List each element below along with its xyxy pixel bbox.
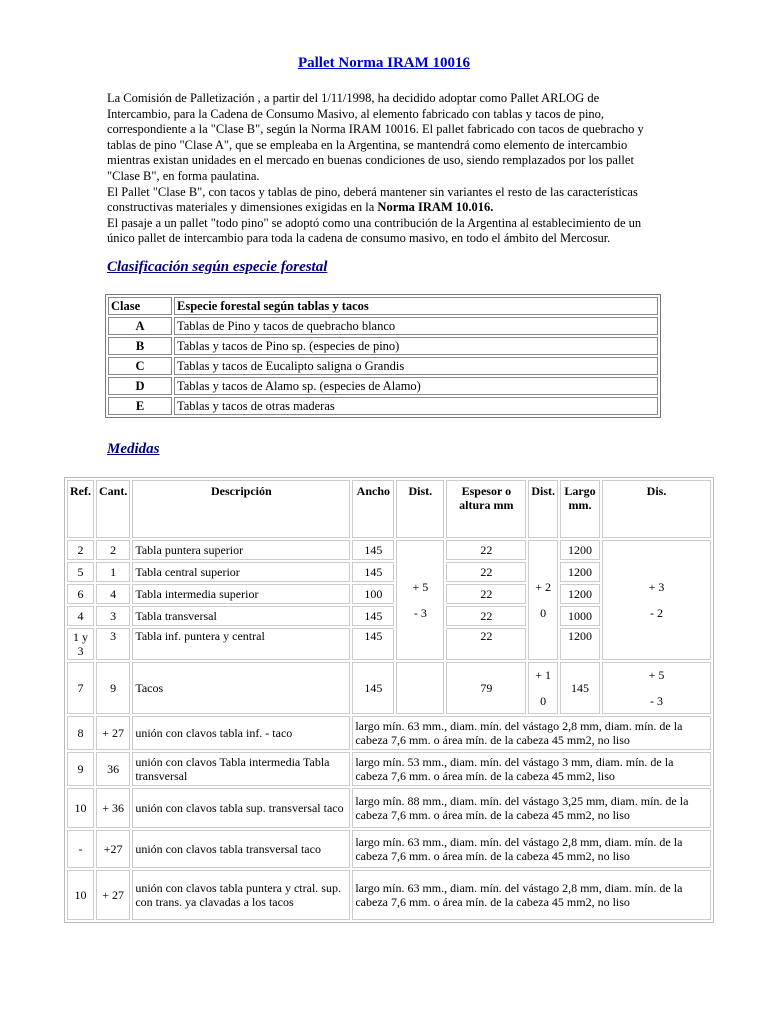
clasificacion-heading: Clasificación según especie forestal	[107, 259, 328, 275]
especie-cell: Tablas y tacos de Pino sp. (especies de pino)	[174, 337, 658, 355]
intro-text	[107, 91, 652, 247]
espesor-cell: 22	[446, 540, 526, 560]
ref-cell: 1 y 3	[67, 628, 94, 660]
espesor-cell: 79	[446, 662, 526, 714]
desc-cell: unión con clavos tabla puntera y ctral. sup. con trans. ya clavadas a los tacos	[132, 870, 350, 920]
header-dis: Dis.	[602, 480, 711, 538]
clase-cell: D	[108, 377, 172, 395]
espesor-cell: 22	[446, 584, 526, 604]
largo-cell: 145	[560, 662, 600, 714]
cant-cell: 2	[96, 540, 130, 560]
espesor-cell: 22	[446, 562, 526, 582]
ref-cell: 2	[67, 540, 94, 560]
norma-reference: Norma IRAM 10.016.	[377, 200, 494, 215]
cant-cell: 9	[96, 662, 130, 714]
table-header-row	[67, 480, 711, 538]
clase-cell: A	[108, 317, 172, 335]
ref-cell: 10	[67, 870, 94, 920]
largo-cell: 1200	[560, 540, 600, 560]
cant-cell: 4	[96, 584, 130, 604]
header-ancho: Ancho	[352, 480, 394, 538]
table-row	[67, 788, 711, 828]
desc-cell: unión con clavos tabla sup. transversal taco	[132, 788, 350, 828]
table-row	[108, 317, 658, 335]
table-row	[67, 752, 711, 786]
dist-espesor-zero: 0	[540, 606, 547, 620]
header-especie: Especie forestal según tablas y tacos	[174, 297, 658, 315]
dist-espesor-cell	[528, 540, 558, 660]
intro-paragraph-2	[107, 185, 652, 216]
table-row	[67, 540, 711, 560]
dis-largo-minus: - 2	[650, 606, 663, 620]
table-row	[67, 830, 711, 868]
table-row	[108, 357, 658, 375]
desc-cell: Tacos	[132, 662, 350, 714]
cant-cell: + 27	[96, 870, 130, 920]
spec-cell: largo mín. 53 mm., diam. mín. del vástago 3 mm, diam. mín. de la cabeza 7,6 mm. o área mín. de la cabeza 45 mm2, liso	[352, 752, 711, 786]
ref-cell: 9	[67, 752, 94, 786]
spec-cell: largo mín. 63 mm., diam. mín. del vástago 2,8 mm, diam. mín. de la cabeza 7,6 mm. o área mín. de la cabeza 45 mm2, no liso	[352, 716, 711, 750]
especie-cell: Tablas y tacos de Alamo sp. (especies de Alamo)	[174, 377, 658, 395]
dist-ancho-minus: - 3	[413, 606, 427, 620]
medidas-heading: Medidas	[107, 441, 160, 457]
dis-largo-cell	[602, 540, 711, 660]
especie-cell: Tablas de Pino y tacos de quebracho blanco	[174, 317, 658, 335]
clase-cell: B	[108, 337, 172, 355]
table-header-row	[108, 297, 658, 315]
ancho-cell: 145	[352, 662, 394, 714]
largo-cell: 1000	[560, 606, 600, 626]
especie-cell: Tablas y tacos de otras maderas	[174, 397, 658, 415]
ref-cell: -	[67, 830, 94, 868]
header-dist: Dist.	[528, 480, 558, 538]
clasificacion-table	[105, 294, 661, 418]
desc-cell: Tabla intermedia superior	[132, 584, 350, 604]
largo-cell: 1200	[560, 584, 600, 604]
ancho-cell: 100	[352, 584, 394, 604]
dis-largo-plus: + 5	[648, 668, 665, 682]
table-row	[108, 337, 658, 355]
header-cant: Cant.	[96, 480, 130, 538]
table-row	[67, 662, 711, 714]
ref-cell: 4	[67, 606, 94, 626]
dist-espesor-zero: 0	[540, 694, 547, 708]
dis-largo-plus: + 3	[648, 580, 665, 594]
header-clase: Clase	[108, 297, 172, 315]
cant-cell: + 27	[96, 716, 130, 750]
desc-cell: Tabla puntera superior	[132, 540, 350, 560]
cant-cell: + 36	[96, 788, 130, 828]
desc-cell: unión con clavos tabla transversal taco	[132, 830, 350, 868]
spec-cell: largo mín. 88 mm., diam. mín. del vástago 3,25 mm, diam. mín. de la cabeza 7,6 mm. o área mín. de la cabeza 45 mm2, no liso	[352, 788, 711, 828]
cant-cell: 36	[96, 752, 130, 786]
dist-ancho-cell	[396, 540, 444, 660]
desc-cell: Tabla inf. puntera y central	[132, 628, 350, 660]
desc-cell: unión con clavos Tabla intermedia Tabla transversal	[132, 752, 350, 786]
ref-cell: 7	[67, 662, 94, 714]
clase-cell: C	[108, 357, 172, 375]
medidas-table	[64, 477, 714, 923]
intro-paragraph-3: El pasaje a un pallet "todo pino" se adoptó como una contribución de la Argentina al establecimiento de un único pallet de intercambio para toda la cadena de consumo masivo, en todo el ámbito del Mercosur.	[107, 215, 642, 246]
desc-cell: Tabla transversal	[132, 606, 350, 626]
dist-espesor-plus: + 1	[535, 668, 552, 682]
largo-cell: 1200	[560, 562, 600, 582]
clase-cell: E	[108, 397, 172, 415]
intro-paragraph-1: La Comisión de Palletización , a partir del 1/11/1998, ha decidido adoptar como Pallet ARLOG de Intercambio, para la Cadena de Consumo Masivo, al elemento fabricado con tablas y tacos de pino, correspondiente a la "Clase B", según la Norma IRAM 10016. El pallet fabricado con tacos de quebracho y tablas de pino "Clase A", que se empleaba en la Argentina, se mantendrá como elemento de intercambio mientras existan unidades en el mercado en buenas condiciones de uso, siendo remplazados por los pallet "Clase B", en forma paulatina.	[107, 91, 644, 183]
header-descripcion: Descripción	[132, 480, 350, 538]
table-row	[67, 716, 711, 750]
intro-paragraph-2-text: El Pallet "Clase B", con tacos y tablas de pino, deberá mantener sin variantes el resto de las características constructivas materiales y dimensiones exigidas en la	[107, 184, 638, 215]
cant-cell: +27	[96, 830, 130, 868]
espesor-cell: 22	[446, 606, 526, 626]
spec-cell: largo mín. 63 mm., diam. mín. del vástago 2,8 mm, diam. mín. de la cabeza 7,6 mm. o área mín. de la cabeza 45 mm2, no liso	[352, 830, 711, 868]
dist-espesor-cell	[528, 662, 558, 714]
ref-cell: 10	[67, 788, 94, 828]
ancho-cell: 145	[352, 606, 394, 626]
cant-cell: 1	[96, 562, 130, 582]
espesor-cell: 22	[446, 628, 526, 660]
ancho-cell: 145	[352, 562, 394, 582]
ancho-cell: 145	[352, 540, 394, 560]
dist-espesor-plus: + 2	[535, 580, 552, 594]
dist-ancho-plus: + 5	[412, 580, 429, 594]
table-row	[108, 377, 658, 395]
header-largo: Largo mm.	[560, 480, 600, 538]
table-row	[67, 870, 711, 920]
spec-cell: largo mín. 63 mm., diam. mín. del vástago 2,8 mm, diam. mín. de la cabeza 7,6 mm. o área mín. de la cabeza 45 mm2, no liso	[352, 870, 711, 920]
desc-cell: unión con clavos tabla inf. - taco	[132, 716, 350, 750]
page-title[interactable]: Pallet Norma IRAM 10016	[297, 55, 471, 71]
ref-cell: 6	[67, 584, 94, 604]
largo-cell: 1200	[560, 628, 600, 660]
desc-cell: Tabla central superior	[132, 562, 350, 582]
cant-cell: 3	[96, 628, 130, 660]
header-dist: Dist.	[396, 480, 444, 538]
ref-cell: 5	[67, 562, 94, 582]
ancho-cell: 145	[352, 628, 394, 660]
dis-largo-minus: - 3	[650, 694, 663, 708]
table-row	[108, 397, 658, 415]
header-ref: Ref.	[67, 480, 94, 538]
ref-cell: 8	[67, 716, 94, 750]
header-espesor: Espesor o altura mm	[446, 480, 526, 538]
especie-cell: Tablas y tacos de Eucalipto saligna o Grandis	[174, 357, 658, 375]
cant-cell: 3	[96, 606, 130, 626]
dist-ancho-cell	[396, 662, 444, 714]
dis-largo-cell	[602, 662, 711, 714]
